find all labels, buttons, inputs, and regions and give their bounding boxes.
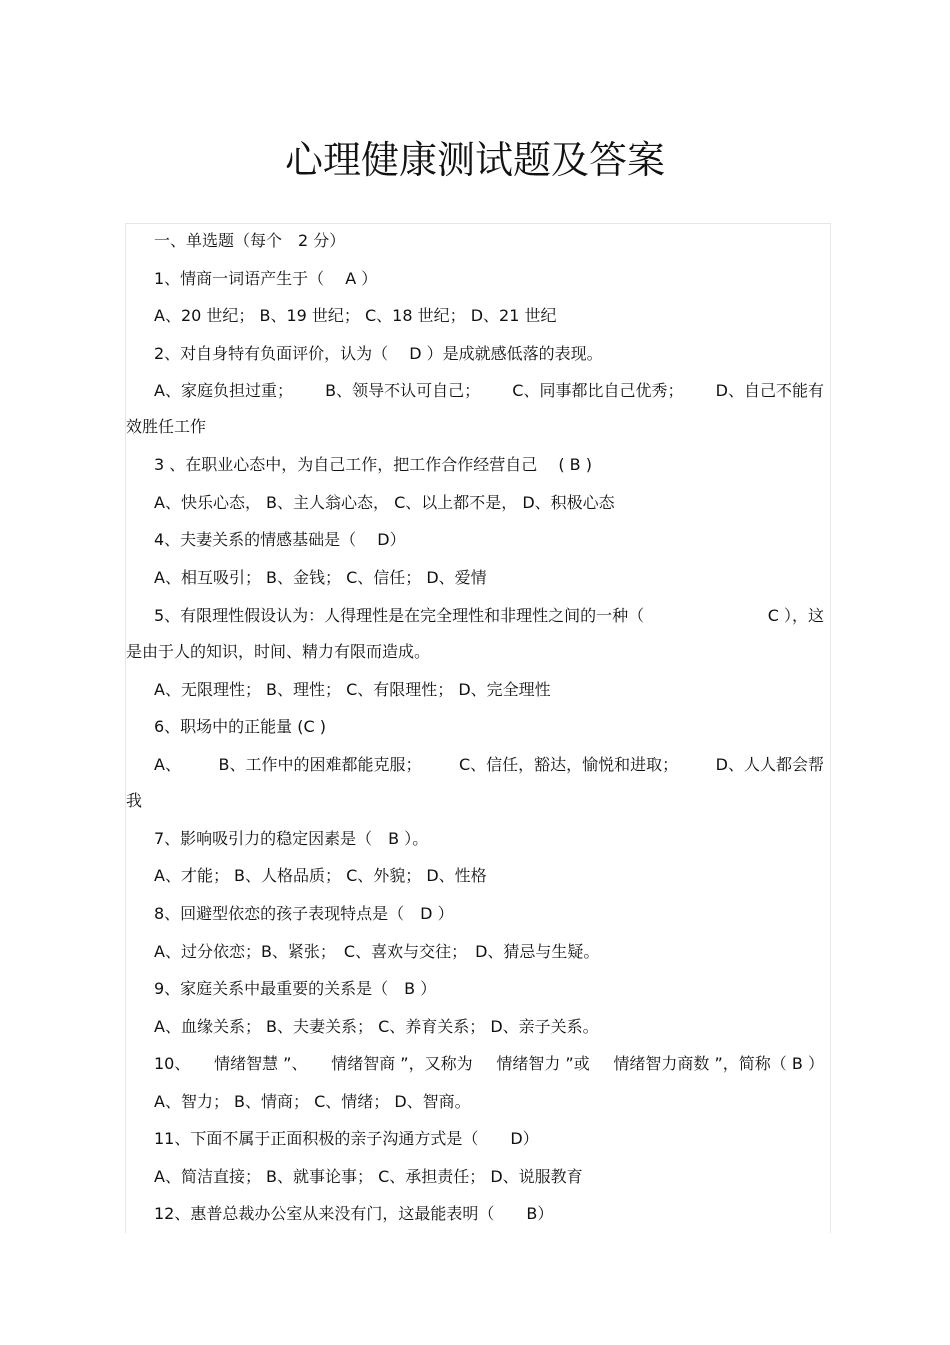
question-2: 2、对自身特有负面评价，认为（ D ）是成就感低落的表现。 xyxy=(154,344,603,363)
options-9: A、血缘关系； B、夫妻关系； C、养育关系； D、亲子关系。 xyxy=(154,1017,599,1036)
options-3: A、快乐心态， B、主人翁心态， C、以上都不是， D、积极心态 xyxy=(154,493,615,512)
options-6 xyxy=(126,754,828,776)
question-text: C ），这 xyxy=(767,606,824,625)
options-4: A、相互吸引； B、金钱； C、信任； D、爱情 xyxy=(154,568,487,587)
question-list xyxy=(125,223,831,1233)
option-text: C、信任，豁达，愉悦和进取； xyxy=(458,755,679,774)
options-6-continued: 我 xyxy=(126,791,143,810)
option-text: A、家庭负担过重； xyxy=(154,381,293,400)
options-1: A、20 世纪； B、19 世纪； C、18 世纪； D、21 世纪 xyxy=(154,306,557,325)
options-11: A、简洁直接； B、就事论事； C、承担责任； D、说服教育 xyxy=(154,1167,583,1186)
question-8: 8、回避型依恋的孩子表现特点是（ D ） xyxy=(154,904,454,923)
question-text: 10、 xyxy=(154,1054,191,1073)
question-5 xyxy=(126,605,828,627)
question-9: 9、家庭关系中最重要的关系是（ B ） xyxy=(154,979,437,998)
options-5: A、无限理性； B、理性； C、有限理性； D、完全理性 xyxy=(154,680,551,699)
option-text: B、工作中的困难都能克服； xyxy=(218,755,422,774)
question-5-continued: 是由于人的知识，时间、精力有限而造成。 xyxy=(126,642,431,661)
options-8: A、过分依恋；B、紧张； C、喜欢与交往； D、猜忌与生疑。 xyxy=(154,942,600,961)
section-heading: 一、单选题（每个 2 分） xyxy=(154,231,346,250)
question-4: 4、夫妻关系的情感基础是（ D） xyxy=(154,530,406,549)
option-text: C、同事都比自己优秀； xyxy=(512,381,684,400)
question-10 xyxy=(126,1053,828,1075)
question-text: 5、有限理性假设认为：人得理性是在完全理性和非理性之间的一种（ xyxy=(154,606,645,625)
option-text: A、 xyxy=(154,755,181,774)
option-text: D、自己不能有 xyxy=(715,381,824,400)
options-2-continued: 效胜任工作 xyxy=(126,417,207,436)
question-text: 情绪智商 ”，又称为 xyxy=(331,1054,473,1073)
question-text: 情绪智慧 ”、 xyxy=(214,1054,308,1073)
options-2 xyxy=(126,380,828,402)
question-text: 情绪智力商数 ”，简称（ B ） xyxy=(613,1054,824,1073)
question-1: 1、情商一词语产生于（ A ） xyxy=(154,269,378,288)
question-12: 12、惠普总裁办公室从来没有门，这最能表明（ B） xyxy=(154,1204,554,1223)
option-text: B、领导不认可自己； xyxy=(325,381,481,400)
option-text: D、人人都会帮 xyxy=(715,755,824,774)
question-3: 3 、在职业心态中，为自己工作，把工作合作经营自己 ( B ) xyxy=(154,455,592,474)
question-6: 6、职场中的正能量 (C ) xyxy=(154,717,327,736)
options-7: A、才能； B、人格品质； C、外貌； D、性格 xyxy=(154,866,487,885)
question-text: 情绪智力 ”或 xyxy=(496,1054,590,1073)
question-11: 11、下面不属于正面积极的亲子沟通方式是（ D） xyxy=(154,1129,539,1148)
question-7: 7、影响吸引力的稳定因素是（ B ）。 xyxy=(154,829,429,848)
page-title: 心理健康测试题及答案 xyxy=(284,138,665,182)
options-10: A、智力； B、情商； C、情绪； D、智商。 xyxy=(154,1092,471,1111)
